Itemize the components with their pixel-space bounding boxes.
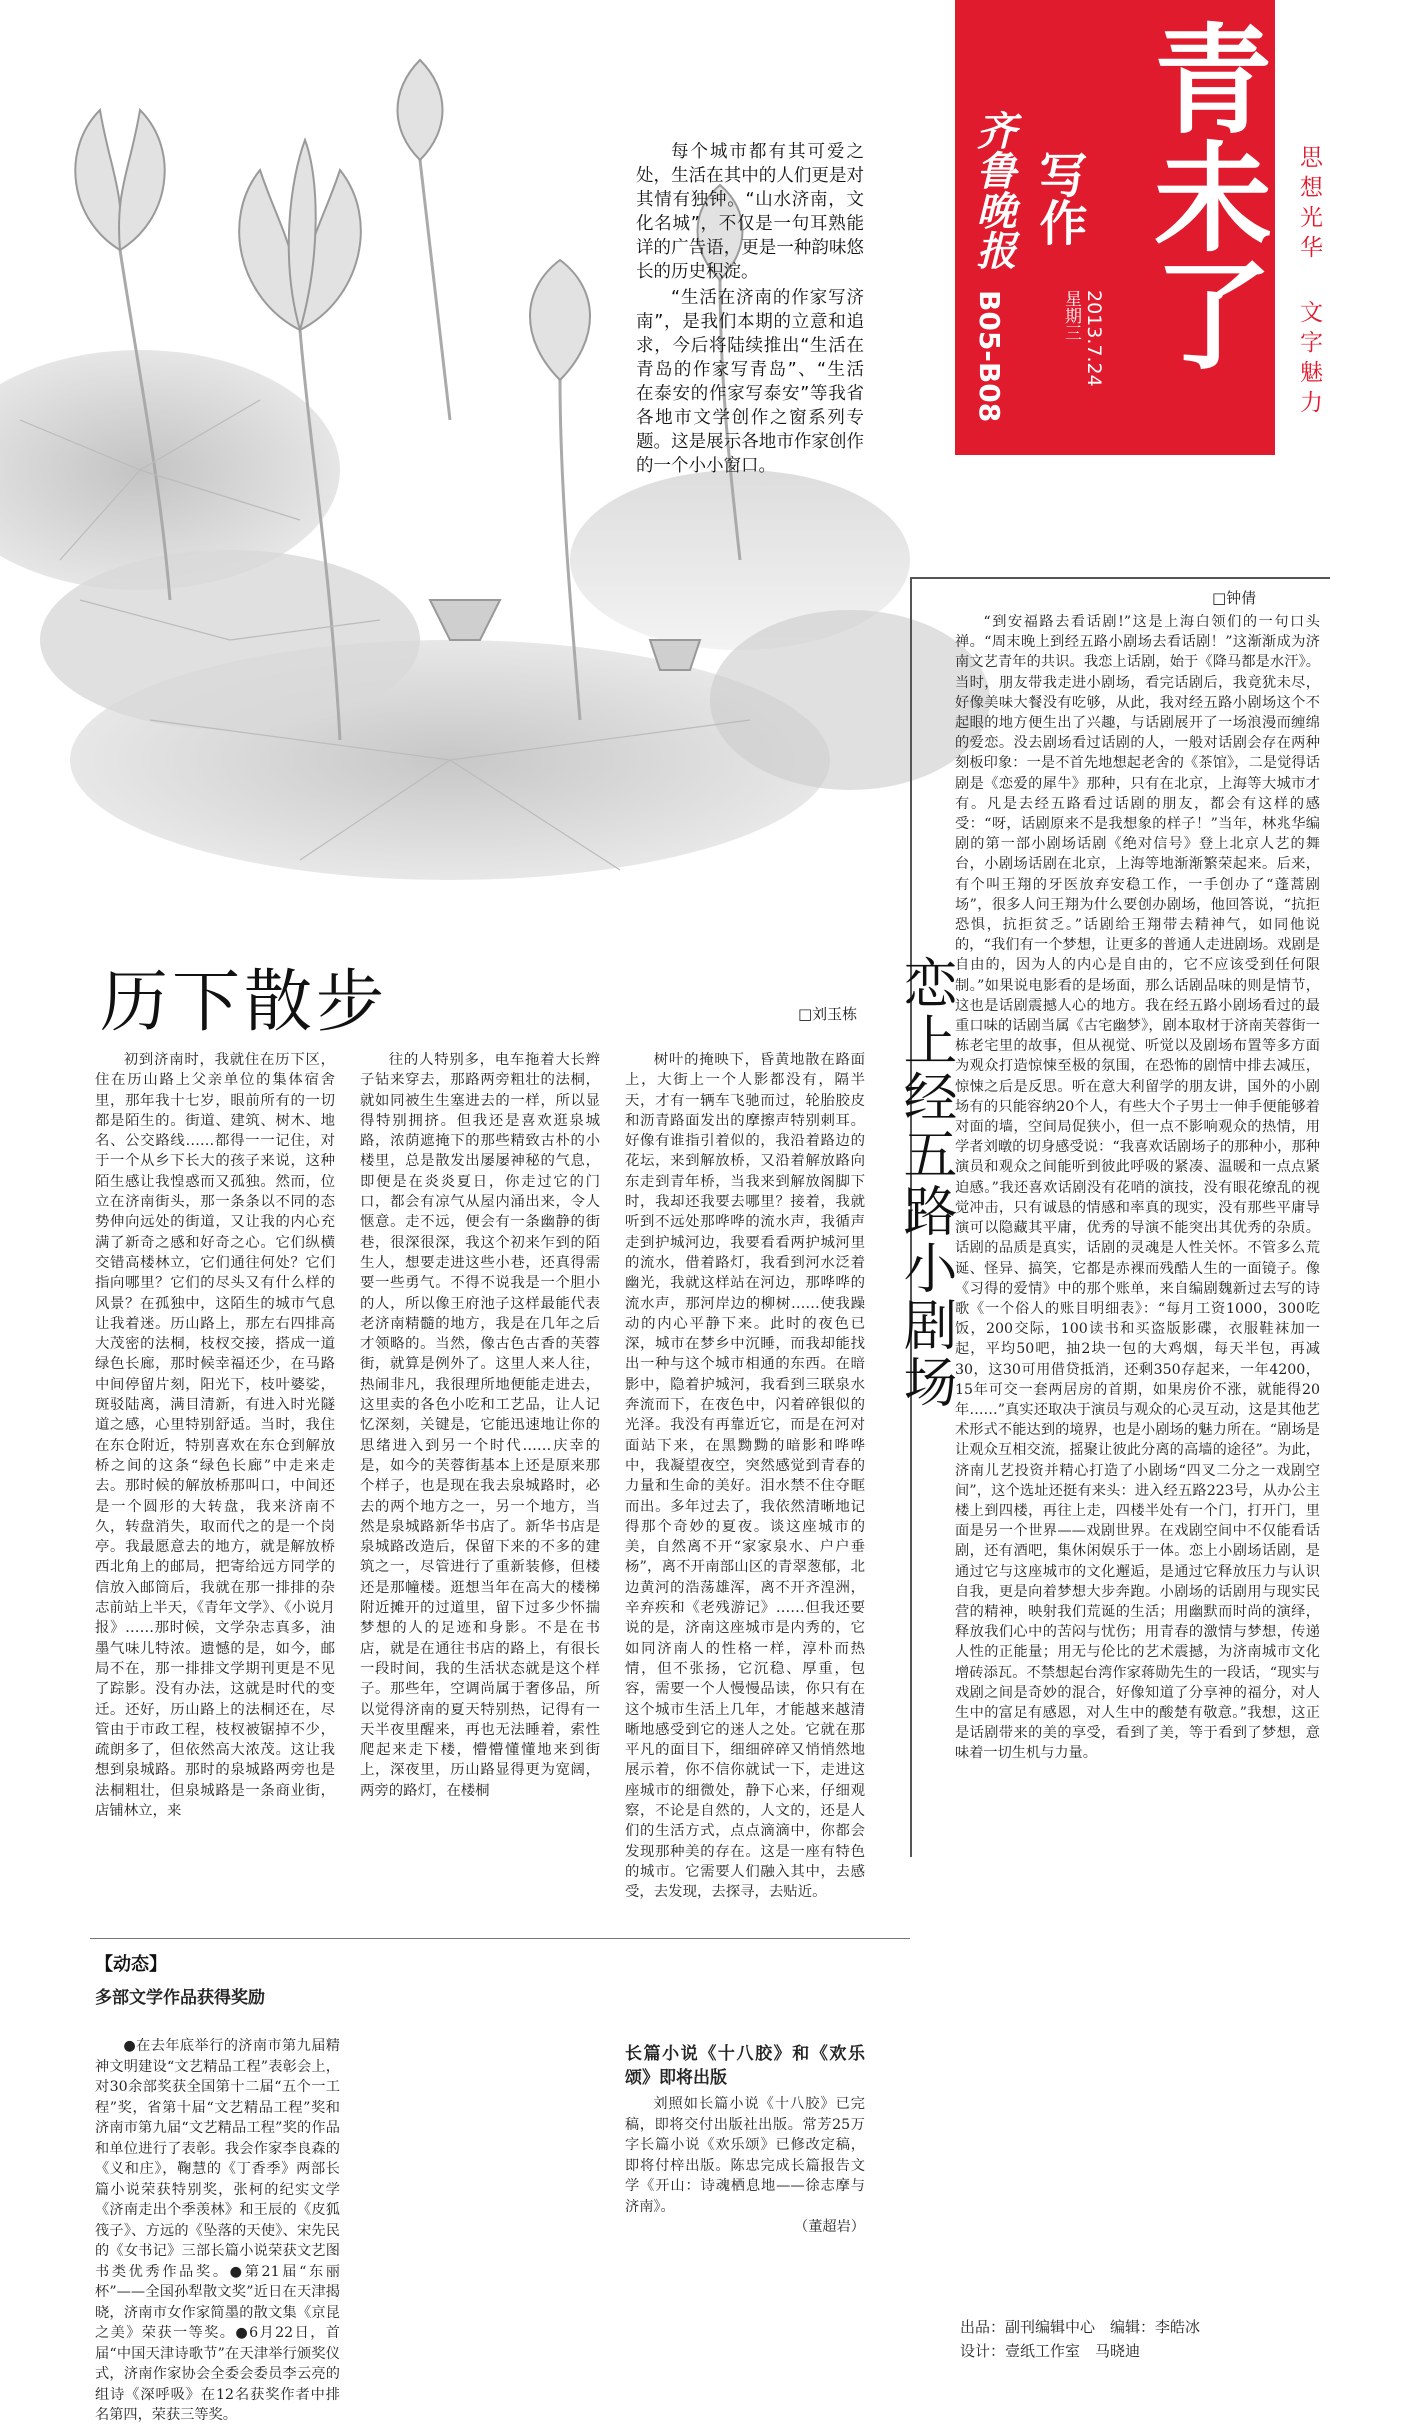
slogan-right: 文字魅力	[1296, 300, 1322, 420]
article-title: 恋上经五路小剧场	[895, 955, 958, 1411]
article-paragraph: 初到济南时，我就住在历下区，住在历山路上父亲单位的集体宿舍里，那年我十七岁，眼前所有的一切都是陌生的。街道、建筑、树木、地名、公交路线……都得一一记住，对于一个从乡下长大的孩子来说，这种陌生感让我惶惑而又孤独。然而，位立在济南街头，那一条条以不同的态势伸向远处的街道，又让我的内心充满了新奇之感和好奇之心。它们纵横交错高楼林立，它们通往何处？它们指向哪里？它们的尽头又有什么样的风景？在孤独中，这陌生的城市气息让我着迷。历山路上，那左右四排高大茂密的法桐，枝杈交接，搭成一道绿色长廊，那时候幸福还少，在马路中间停留片刻，阳光下，枝叶婆娑，斑驳陆离，满目清新，有进入时光隧道之感，心里特别舒适。当时，我住在东仓附近，特别喜欢在东仓到解放桥之间的这条“绿色长廊”中走来走去。那时候的解放桥那叫口，中间还是一个圆形的大转盘，我来济南不久，转盘消失，取而代之的是一个岗亭。我最愿意去的地方，就是解放桥西北角上的邮局，把寄给远方同学的信放入邮筒后，我就在那一排排的杂志前站上半天，《青年文学》、《小说月报》……那时候，文学杂志真多，油墨气味儿特浓。遗憾的是，如今，邮局不在，那一排排文学期刊更是不见了踪影。没有办法，这就是时代的变迁。还好，历山路上的法桐还在，尽管由于市政工程，枝杈被锯掉不少，疏朗多了，但依然高大浓茂。这让我想到泉城路。那时的泉城路两旁也是法桐粗壮，但泉城路是一条商业街，店铺林立，来	[95, 1052, 335, 1819]
weekday: 星期三	[1061, 290, 1081, 341]
divider	[90, 1938, 910, 1939]
intro-paragraph: “生活在济南的作家写济南”，是我们本期的立意和追求，今后将陆续推出“生活在青岛的作家写青岛”、“生活在泰安的作家写泰安”等我省各地市文学创作之窗系列专题。这是展示各地市作家创作的一个小小窗口。	[636, 288, 864, 476]
article-paragraph: 树叶的掩映下，昏黄地散在路面上，大街上一个人影都没有，隔半天，才有一辆车飞驰而过，轮胎胶皮和沥青路面发出的摩擦声特别刺耳。好像有谁指引着似的，我沿着路边的花坛，来到解放桥，又沿着解放路向东走到青年桥，当我来到解放阁脚下时，我却还我要去哪里？接着，我就听到不远处那哗哗的流水声，我循声走到护城河边，我要看看两护城河里的流水，借着路灯，我看到河水泛着幽光，我就这样站在河边，那哗哗的流水声，那河岸边的柳树……使我躁动的内心平静下来。此时的夜色已深，城市在梦乡中沉睡，而我却能找出一种与这个城市相通的东西。在暗影中，隐着护城河，我看到三联泉水奔流而下，在夜色中，闪着碎银似的光泽。我没有再靠近它，而是在河对面站下来，在黑黝黝的暗影和哗哗中，我凝望夜空，突然感觉到青春的力量和生命的美好。泪水禁不住夺眶而出。多年过去了，我依然清晰地记得那个奇妙的夏夜。谈这座城市的美，自然离不开“家家泉水、户户垂杨”，离不开南部山区的青翠葱郁，北边黄河的浩荡雄浑，离不开齐湟洲，辛弃疾和《老残游记》……但我还要说的是，济南这座城市是内秀的，它如同济南人的性格一样，淳朴而热情，但不张扬，它沉稳、厚重，包容，需要一个人慢慢品读，你只有在这个城市生活上几年，才能越来越清晰地感受到它的迷人之处。它就在那平凡的面目下，细细碎碎又悄悄然地展示着，你不信你就试一下，走进这座城市的细微处，静下心来，仔细观察，不论是自然的，人文的，还是人们的生活方式，点点滴滴中，你都会发现那种美的存在。这是一座有特色的城市。它需要人们融入其中，去感受，去发现，去探寻，去贴近。	[625, 1052, 865, 1901]
article-column	[360, 1050, 600, 1930]
credits-line: 设计：壹纸工作室 马晓迪	[960, 2342, 1141, 2360]
article-title: 历下散步	[100, 963, 389, 1042]
news-headline: 长篇小说《十八胶》和《欢乐颂》即将出版	[625, 2044, 865, 2088]
article-column	[625, 1050, 865, 1930]
masthead	[955, 0, 1275, 455]
article-paragraph: 往的人特别多，电车拖着大长辫子钻来穿去，那路两旁粗壮的法桐，就如同被生生塞进去的一样，所以显得特别拥挤。但我还是喜欢逛泉城路，浓荫遮掩下的那些精致古朴的小楼里，总是散发出屡屡神秘的气息，即便是在炎炎夏日，你走过它的门口，都会有凉气从屋内涌出来，令人惬意。走不远，便会有一条幽静的街巷，很深很深，我这个初来乍到的陌生人，想要走进这些小巷，还真得需要一些勇气。不得不说我是一个胆小的人，所以像王府池子这样最能代表老济南精髓的地方，我是在几年之后才领略的。当然，像古色古香的芙蓉街，就算是例外了。这里人来人往，热闹非凡，我很理所地便能走进去，这里卖的各色小吃和工艺品，让人记忆深刻，关键是，它能迅速地让你的思绪进入到另一个时代……庆幸的是，如今的芙蓉街基本上还是原来那个样子，也是现在我去泉城路时，必去的两个地方之一，另一个地方，当然是泉城路新华书店了。新华书店是泉城路改造后，保留下来的不多的建筑之一，尽管进行了重新装修，但楼还是那幢楼。逛想当年在高大的楼梯附近摊开的过道里，留下过多少怀揣梦想的人的足迹和身影。不是在书店，就是在通往书店的路上，有很长一段时间，我的生活状态就是这个样子。那些年，空调尚属于奢侈品，所以觉得济南的夏天特别热，记得有一天半夜里醒来，再也无法睡着，索性爬起来走下楼，懵懵懂懂地来到街上，深夜里，历山路显得更为宽阔，两旁的路灯，在楼桐	[360, 1052, 600, 1799]
article-frame	[910, 577, 1330, 579]
section-name: 写作	[1031, 150, 1087, 246]
news-paragraph: ●在去年底举行的济南市第九届精神文明建设“文艺精品工程”表彰会上，对30余部奖获全国第十二届“五个一工程”奖，省第十届“文艺精品工程”奖和济南市第九届“文艺精品工程”奖的作品和单位进行了表彰。我会作家李良森的《义和庄》，鞠慧的《丁香季》两部长篇小说荣获特别奖，张柯的纪实文学《济南走出个季羡林》和王辰的《皮狐筏子》、方远的《坠落的天使》、宋先民的《女书记》三部长篇小说荣获文艺图书类优秀作品奖。●第21届“东丽杯”——全国孙犁散文奖”近日在天津揭晓，济南市女作家简墨的散文集《京昆之美》荣获一等奖。●6月22日，首届“中国天津诗歌节”在天津举行颁奖仪式，济南作家协会全委会委员李云亮的组诗《深呼吸》在12名获奖作者中排名第四，荣获三等奖。	[95, 2038, 340, 2423]
newspaper-brand: 齐鲁晚报	[970, 110, 1017, 270]
slogan-left: 思想光华	[1296, 145, 1322, 265]
article-column	[95, 1050, 335, 1930]
news-column	[625, 2036, 865, 2306]
article-author: □刘玉栋	[798, 1005, 858, 1023]
news-column	[95, 2036, 340, 2423]
page-credits	[960, 2315, 1200, 2363]
news-section-label: 【动态】	[95, 1954, 167, 1975]
page-range: B05-B08	[973, 290, 1006, 423]
news-byline: （董超岩）	[794, 2219, 865, 2235]
news-headline: 多部文学作品获得奖励	[95, 1988, 265, 2008]
article-author: □钟倩	[1212, 589, 1257, 607]
issue-date: 2013.7.24	[1083, 290, 1105, 387]
article-column	[955, 612, 1320, 2302]
masthead-title: 青未了	[1134, 18, 1272, 372]
column-intro	[636, 140, 864, 480]
intro-paragraph: 每个城市都有其可爱之处，生活在其中的人们更是对其情有独钟。“山水济南，文化名城”，不仅是一句耳熟能详的广告语，更是一种韵味悠长的历史积淀。	[636, 142, 864, 282]
credits-line: 出品：副刊编辑中心 编辑：李皓冰	[960, 2318, 1201, 2336]
article-paragraph: “到安福路去看话剧!”这是上海白领们的一句口头禅。“周末晚上到经五路小剧场去看话剧！”这渐渐成为济南文艺青年的共识。我恋上话剧，始于《降马都是水汗》。当时，朋友带我走进小剧场，看完话剧后，我竟犹未尽，好像美味大餐没有吃够，从此，我对经五路小剧场这个不起眼的地方便生出了兴趣，与话剧展开了一场浪漫而缠绵的爱恋。没去剧场看过话剧的人，一般对话剧会存在两种刻板印象：一是不首先地想起老舍的《茶馆》，二是觉得话剧是《恋爱的犀牛》那种，只有在北京，上海等大城市才有。凡是去经五路看过话剧的朋友，都会有这样的感受：“呀，话剧原来不是我想象的样子！”当年，林兆华编剧的第一部小剧场话剧《绝对信号》登上北京人艺的舞台，小剧场话剧在北京，上海等地渐渐繁荣起来。后来，有个叫王翔的牙医放弃安稳工作，一手创办了“蓬蒿剧场”，很多人问王翔为什么要创办剧场，他回答说，“抗拒恐惧，抗拒贫乏。”话剧给王翔带去精神气，如同他说的，“我们有一个梦想，让更多的普通人走进剧场。戏剧是自由的，因为人的内心是自由的，它不应该受到任何限制。”如果说电影看的是场面，那么话剧品味的则是情节，这也是话剧震撼人心的地方。我在经五路小剧场看过的最重口味的话剧当属《古宅幽梦》，剧本取材于济南芙蓉街一栋老宅里的故事，但从视觉、听觉以及剧场布置等多方面为观众打造惊悚至极的氛围，在恐怖的剧情中排去减压，惊悚之后是反思。听在意大利留学的朋友讲，国外的小剧场有的只能容纳20个人，有些大个子男士一伸手便能够着对面的墙，空间局促狭小，但一点不影响观众的热情，用学者刘暾的切身感受说：“我喜欢话剧场子的那种小，那种演员和观众之间能听到彼此呼吸的紧凑、温暖和一点点紧迫感。”我还喜欢话剧没有花哨的演技，没有眼花缭乱的视觉冲击，只有诚恳的情感和率真的现实，没有那些平庸导演可以隐藏其平庸，优秀的导演不能突出其优秀的杂质。话剧的品质是真实，话剧的灵魂是人性关怀。不管多么荒诞、怪异、搞笑，它都是赤裸而残酷人生的一面镜子。像《习得的爱情》中的那个账单，来自编剧魏新过去写的诗歌《一个俗人的账目明细表》：“每月工资1000，300吃饭，200交际，100读书和买盗版影碟，衣服鞋袜加一起，平均50吧，抽2块一包的大鸡烟，每天半包，再减30，这30可用借贷抵消，还剩350存起来，一年4200，15年可交一套两居房的首期，如果房价不涨，就能得20年……”真实还取决于演员与观众的心灵互动，这是其他艺术形式不能达到的境界，也是小剧场的魅力所在。“剧场是让观众互相交流，摇聚让彼此分离的高墙的途径”。为此，济南儿艺投资并精心打造了小剧场“四叉二分之一戏剧空间”，这个选址还挺有来头：进入经五路223号，从办公主楼上到四楼，再往上走，四楼半处有一个门，打开门，里面是另一个世界——戏剧世界。在戏剧空间中不仅能看话剧，还有酒吧，集休闲娱乐于一体。恋上小剧场话剧，是通过它与这座城市的文化邂逅，是通过它释放压力与认识自我，更是向着梦想大步奔跑。小剧场的话剧用与现实民营的精神，映射我们荒诞的生活；用幽默而时尚的演绎，释放我们心中的苦闷与忧伤；用青春的激情与梦想，传递人性的正能量；用无与伦比的艺术震撼，为济南城市文化增砖添瓦。不禁想起台湾作家蒋勋先生的一段话，“现实与戏剧之间是奇妙的混合，好像知道了分享神的福分，对人生中的富足有感恩，对人生中的酸楚有敬意。”我想，这正是话剧带来的美的享受，看到了美，等于看到了梦想，意味着一切生机与力量。	[955, 614, 1320, 1762]
news-paragraph: 刘照如长篇小说《十八胶》已完稿，即将交付出版社出版。常芳25万字长篇小说《欢乐颂》已修改定稿，即将付梓出版。陈忠完成长篇报告文学《开山：诗魂栖息地——徐志摩与济南》。	[625, 2096, 865, 2215]
